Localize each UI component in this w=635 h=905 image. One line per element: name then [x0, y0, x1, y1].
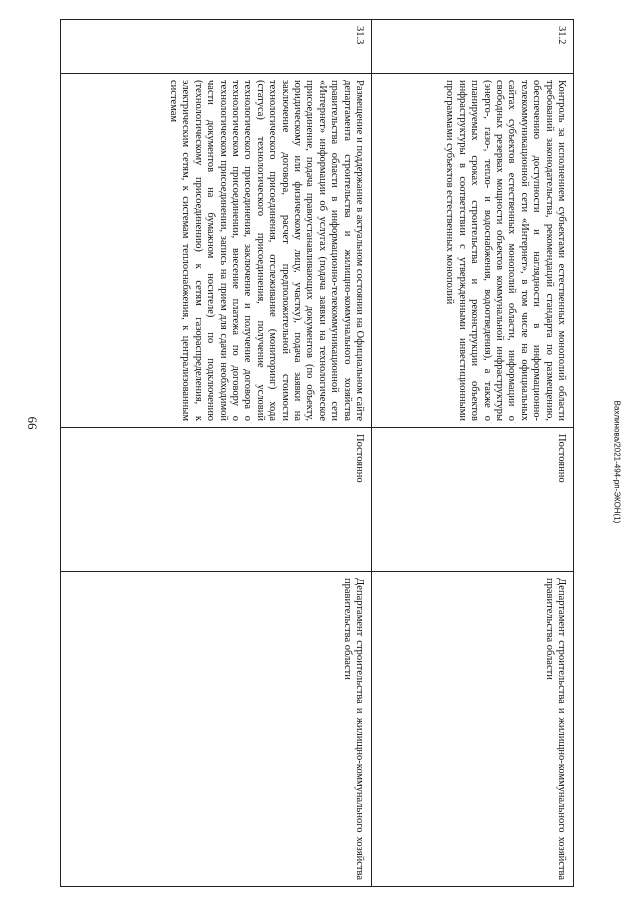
rotated-table-container: [61, 19, 574, 886]
term-cell: Постоянно: [371, 427, 573, 571]
term-cell: Постоянно: [60, 427, 371, 571]
measure-description-cell: Размещение и поддержание в актуальном состоянии на Официальном сайте департамента строительства и жилищно-коммунального хозяйства правительства области в информационно-телекоммуникационной сети «Интернет» информации об услугах (подача заявки на технологическое присоединение, подача правоустанавливающих документов (по объекту, юридическому или физическому лицу, участку), подача заявки на заключение договора, расчет предположительной стоимости технологического присоединения, отслеживание (мониторинг) хода (статуса) технологического присоединения, получение условий технологического присоединения, заключение и получение договора о технологическом присоединении, внесение платежа по договору о технологическом присоединении, запись на прием для сдачи необходимой части документов на бумажном носителе) по подключению (технологическому присоединению) к сетям газораспределения, к электрическим сетям, к системам теплоснабжения, к централизованным системам: [60, 73, 371, 427]
executor-cell: Департамент строительства и жилищно-коммунального хозяйства правительства области: [371, 571, 573, 886]
document-reference-text: Вахлинова/2021-494-рп-ЭКОН(1): [612, 400, 622, 524]
row-number-cell: 31.2: [371, 19, 573, 73]
page-number: 66: [25, 416, 40, 430]
table-row: [371, 19, 573, 886]
table-row: [60, 19, 371, 886]
measure-description-cell: Контроль за исполнением субъектами естественных монополий области требований законодательства, рекомендаций стандарта по размещению, обеспечению доступности и наглядности в информационно-телекоммуникационной сети «Интернет», в том числе на официальных сайтах субъектов естественных монополий области, информации о свободных резервах мощности объектов коммунальной инфраструктуры (энерго-, газо-, тепло- и водоснабжения, водоотведения), а также о планируемых сроках строительства и реконструкции объектов инфраструктуры в соответствии с утвержденными инвестиционными программами субъектов естественных монополий: [371, 73, 573, 427]
measures-table: [60, 19, 574, 887]
document-reference-note: [608, 400, 626, 524]
row-number-cell: 31.3: [60, 19, 371, 73]
executor-cell: Департамент строительства и жилищно-коммунального хозяйства правительства области: [60, 571, 371, 886]
